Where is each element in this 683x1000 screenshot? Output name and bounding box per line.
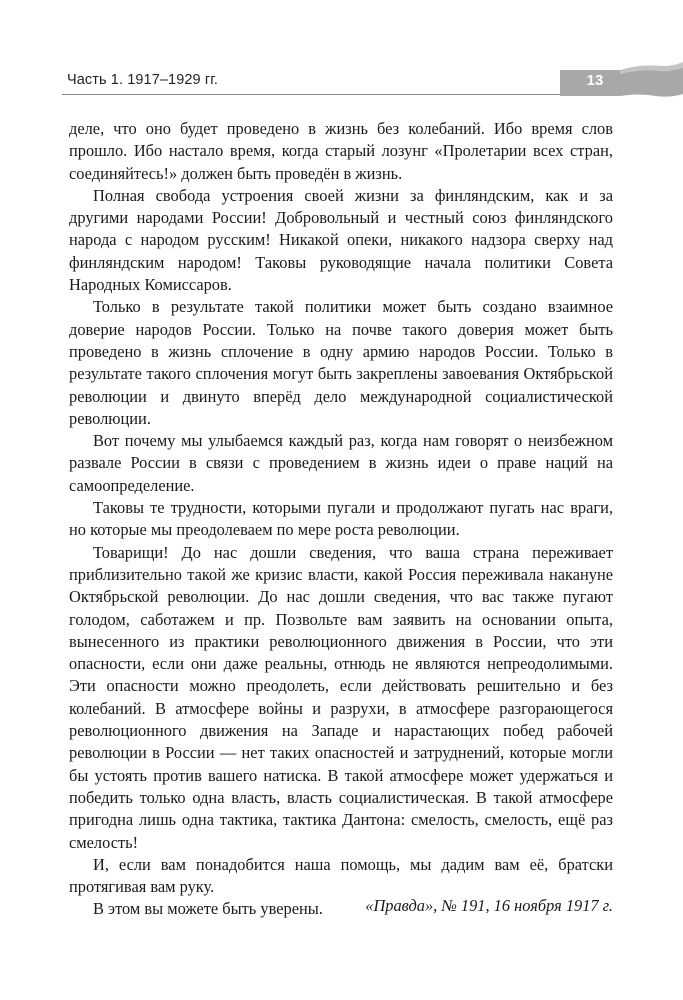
main-text xyxy=(69,118,613,921)
paragraph: В этом вы можете быть уверены. xyxy=(93,899,323,919)
header-rule xyxy=(62,94,582,95)
source-citation: «Правда», № 191, 16 ноября 1917 г. xyxy=(365,896,613,915)
running-head: Часть 1. 1917–1929 гг. xyxy=(67,72,218,88)
page-number: 13 xyxy=(586,72,604,89)
paragraph: Вот почему мы улыбаемся каждый раз, когда нам говорят о неизбежном развале России в связи с проведением в жизнь идеи о праве наций на самоопределение. xyxy=(69,431,613,495)
paragraph: Товарищи! До нас дошли сведения, что ваша страна переживает приблизительно такой же кризис власти, какой Россия переживала накануне Октябрьской революции. До нас дошли сведения, что вас также пугают голодом, саботажем и пр. Позвольте вам заявить на основании опыта, вынесенного из практики революционного движения в России, что эти опасности, если они даже реальны, отнюдь не являются непреодолимыми. Эти опасности можно преодолеть, если действовать решительно и без колебаний. В атмосфере войны и разрухи, в атмосфере разгорающегося революционного движения на Западе и нарастающих побед рабочей революции в России — нет таких опасностей и затруднений, которые могли бы устоять против вашего натиска. В такой атмосфере может удержаться и победить только одна власть, власть социалистическая. В такой атмосфере пригодна лишь одна тактика, тактика Дантона: смелость, смелость, ещё раз смелость! xyxy=(69,542,613,852)
paragraph: Полная свобода устроения своей жизни за финляндским, как и за другими народами России! Добровольный и честный союз финляндского народа с народом русским! Никакой опеки, никакого надзора сверху над финляндским народом! Таковы руководящие начала политики Совета Народных Комиссаров. xyxy=(69,185,613,295)
paragraph: И, если вам понадобится наша помощь, мы дадим вам её, братски протягивая вам руку. xyxy=(69,854,613,897)
paragraph: Таковы те трудности, которыми пугали и продолжают пугать нас враги, но которые мы преодолеваем по мере роста революции. xyxy=(69,498,613,540)
paragraph: Только в результате такой политики может быть создано взаимное доверие народов России. Только на почве такого доверия может быть проведено в жизнь сплочение в одну армию народов России. Только в результате такого сплочения могут быть закреплены завоевания Октябрьской революции и двинуто вперёд дело международной социалистической революции. xyxy=(69,297,613,428)
paragraph: деле, что оно будет проведено в жизнь без колебаний. Ибо время слов прошло. Ибо настало время, когда старый лозунг «Пролетарии всех стран, соединяйтесь!» должен быть проведён в жизнь. xyxy=(69,119,613,183)
page-header xyxy=(0,0,683,110)
